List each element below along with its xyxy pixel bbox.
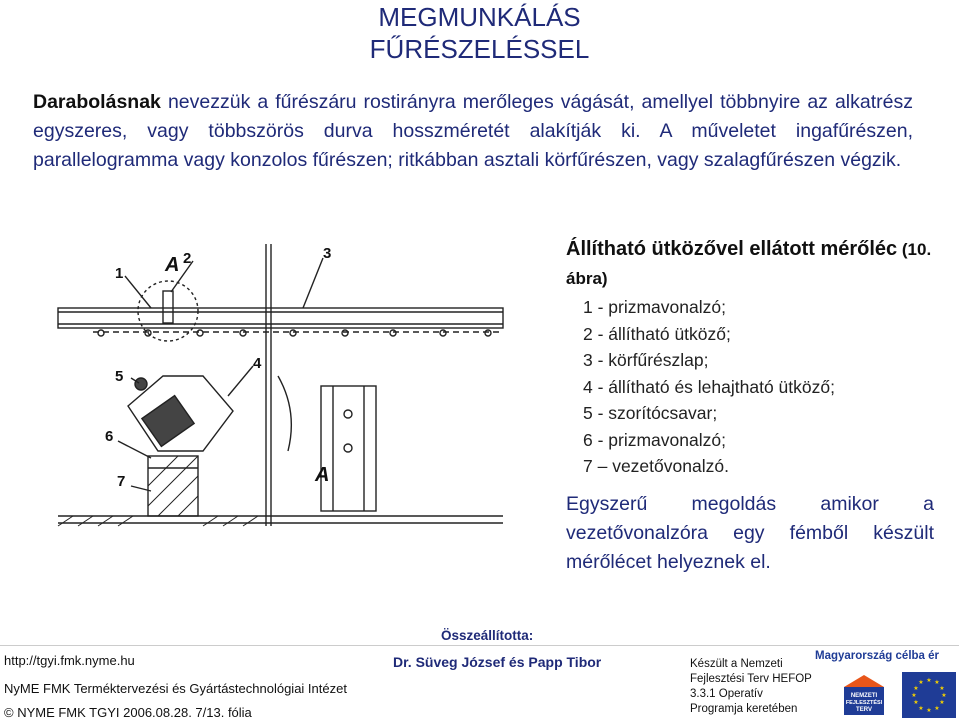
logo-text-line-1: NEMZETI	[850, 693, 878, 699]
badge-hungary-goal: Magyarország célba ér	[815, 650, 940, 662]
list-item: 1 - prizmavonalzó;	[583, 297, 726, 317]
footer-made-line-4: Programja keretében	[690, 703, 798, 715]
list-item: 3 - körfűrészlap;	[583, 350, 709, 370]
svg-text:★: ★	[934, 679, 940, 686]
caption-figure-number: (10. ábra)	[566, 240, 932, 288]
list-item: 4 - állítható és lehajtható ütköző;	[583, 376, 835, 397]
svg-text:★: ★	[939, 699, 945, 706]
page-title-line2: FŰRÉSZELÉSSEL	[369, 34, 590, 64]
footer-authors: Dr. Süveg József és Papp Tibor	[393, 654, 602, 670]
figure-caption	[566, 235, 946, 293]
svg-text:★: ★	[918, 705, 924, 712]
figure-label-1: 1	[115, 265, 124, 282]
compiled-by-label: Összeállította:	[441, 628, 534, 643]
logo-text-line-2: FEJLESZTÉSI	[845, 700, 883, 706]
caption-heading: Állítható ütközővel ellátott mérőléc	[566, 238, 898, 260]
national-development-plan-logo	[840, 673, 888, 717]
footer-made-line-1: Készült a Nemzeti	[690, 658, 783, 670]
logo-text-line-3: TERV	[856, 707, 872, 713]
intro-strong-term: Darabolásnak	[33, 91, 161, 113]
figure-label-4: 4	[253, 355, 262, 372]
parts-list	[583, 294, 953, 480]
list-item: 7 – vezetővonalzó.	[583, 456, 729, 476]
figure-label-7: 7	[117, 473, 126, 490]
simple-solution-paragraph: Egyszerű megoldás amikor a vezetővonalzóra egy fémből készült mérőlécet helyeznek el.	[566, 493, 934, 573]
figure-label-2: 2	[183, 250, 192, 267]
intro-paragraph	[33, 88, 913, 175]
figure-letter-a-top: A	[165, 254, 180, 276]
svg-text:★: ★	[911, 692, 917, 699]
figure-letter-a-bottom: A	[315, 464, 330, 486]
footer-institute: NyME FMK Terméktervezési és Gyártástechnológiai Intézet	[4, 681, 347, 696]
footer-made-line-2: Fejlesztési Terv HEFOP	[690, 673, 812, 685]
list-item: 6 - prizmavonalzó;	[583, 429, 726, 450]
eu-flag-icon	[902, 672, 956, 718]
svg-text:★: ★	[926, 707, 932, 714]
page-title-line1: MEGMUNKÁLÁS	[378, 2, 581, 32]
figure-label-5: 5	[115, 368, 124, 385]
measuring-bar-drawing	[53, 236, 508, 536]
footer-copyright: © NYME FMK TGYI 2006.08.28. 7/13. fólia	[4, 705, 252, 720]
footer-url-link[interactable]: http://tgyi.fmk.nyme.hu	[4, 653, 135, 668]
list-item: 2 - állítható ütköző;	[583, 323, 731, 344]
svg-text:★: ★	[934, 705, 940, 712]
svg-text:★: ★	[913, 699, 919, 706]
figure-label-3: 3	[323, 245, 332, 262]
footer-divider	[0, 645, 959, 646]
svg-text:★: ★	[939, 685, 945, 692]
svg-text:★: ★	[941, 692, 947, 699]
svg-text:★: ★	[926, 677, 932, 684]
list-item: 5 - szorítócsavar;	[583, 403, 718, 423]
svg-text:★: ★	[918, 679, 924, 686]
intro-text: nevezzük a fűrészáru rostirányra merőleges vágását, amellyel többnyire az alkatrész egyszeres, vagy többszörös durva hosszméretét alakítják ki. A műveletet ingafűrészen, parallelogramma vagy konzolos fűrészen; ritkábban asztali körfűrészen, vagy szalagfűrészen végzik.	[33, 91, 913, 171]
svg-text:★: ★	[913, 685, 919, 692]
footer-made-line-3: 3.3.1 Operatív	[690, 688, 763, 700]
figure-label-6: 6	[105, 428, 114, 445]
